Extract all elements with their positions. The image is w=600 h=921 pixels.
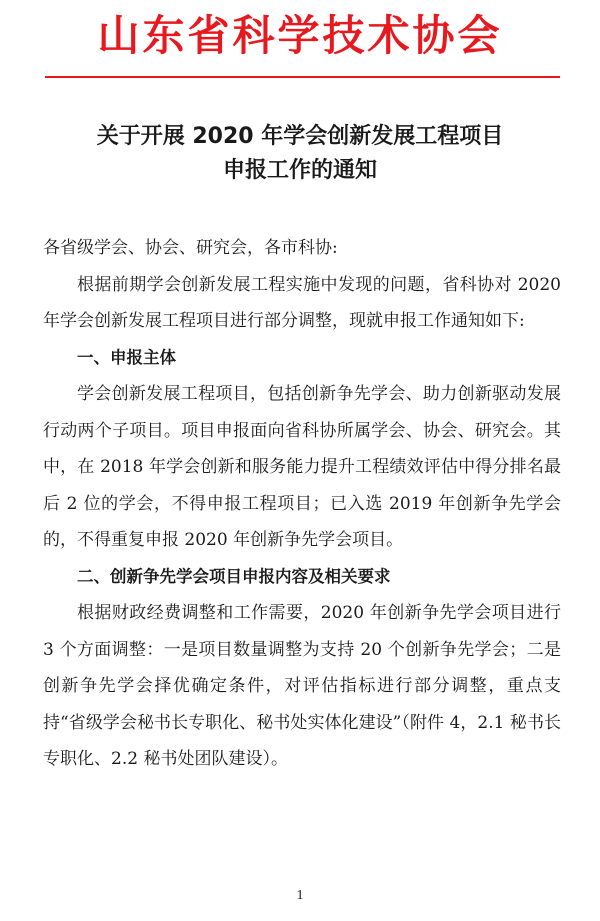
section-2-paragraph: 根据财政经费调整和工作需要，2020 年创新争先学会项目进行 3 个方面调整：一是项目数量调整为支持 20 个创新争先学会；二是创新争先学会择优确定条件，对评估指标进行部分调整，重点支持“省级学会秘书长专职化、秘书处实体化建设”（附件 4，2.1 秘书长专职化、2.2 秘书处团队建设）。 [43, 603, 561, 769]
section-2-heading: 二、创新争先学会项目申报内容及相关要求 [77, 566, 391, 586]
title-line-1: 关于开展 2020 年学会创新发展工程项目 [96, 124, 504, 149]
document-title [0, 120, 600, 188]
masthead-divider [45, 76, 560, 78]
page-number: 1 [296, 888, 304, 903]
section-1-paragraph: 学会创新发展工程项目，包括创新争先学会、助力创新驱动发展行动两个子项目。项目申报面向省科协所属学会、协会、研究会。其中，在 2018 年学会创新和服务能力提升工程绩效评估中得分排名最后 2 位的学会，不得申报工程项目；已入选 2019 年创新争先学会的，不得重复申报 2020 年创新争先学会项目。 [43, 384, 561, 550]
document-body [43, 230, 561, 778]
salutation: 各省级学会、协会、研究会，各市科协: [43, 238, 338, 258]
masthead-org-name: 山东省科学技术协会 [97, 11, 503, 60]
title-line-2: 申报工作的通知 [222, 158, 377, 183]
section-1-heading: 一、申报主体 [77, 347, 176, 367]
intro-paragraph: 根据前期学会创新发展工程实施中发现的问题，省科协对 2020 年学会创新发展工程项目进行部分调整，现就申报工作通知如下: [43, 274, 561, 331]
